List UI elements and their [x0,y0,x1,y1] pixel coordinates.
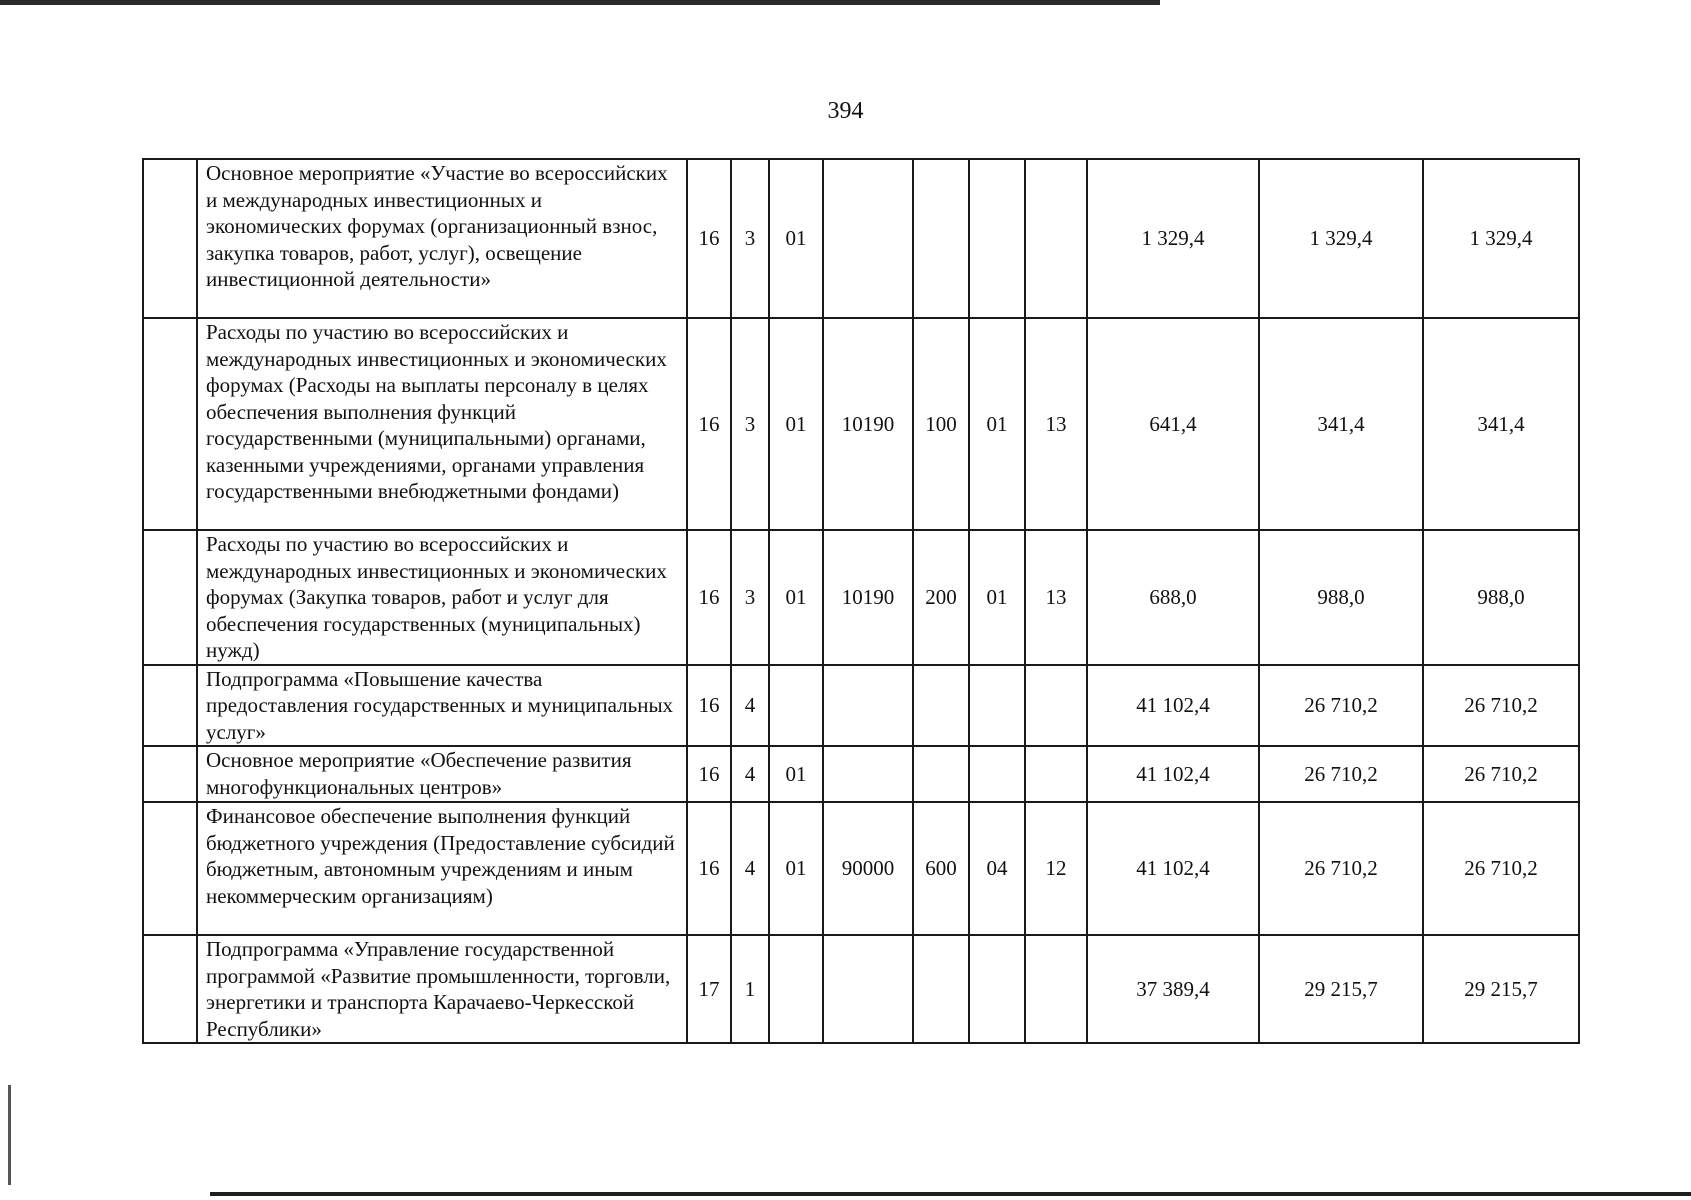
scan-edge-top [0,0,1160,5]
code-cell: 16 [687,318,731,530]
code-cell: 01 [969,318,1025,530]
code-cell: 01 [769,802,823,935]
amount-cell: 26 710,2 [1259,746,1423,802]
budget-table [142,158,1580,1044]
blank-cell [143,746,197,802]
code-cell: 10190 [823,318,913,530]
amount-cell: 26 710,2 [1423,746,1579,802]
code-cell: 16 [687,746,731,802]
amount-cell: 641,4 [1087,318,1259,530]
description-cell: Основное мероприятие «Обеспечение развития многофункциональных центров» [197,746,687,802]
page-number: 394 [827,98,864,124]
table-row [143,802,1579,935]
amount-cell: 26 710,2 [1259,802,1423,935]
blank-cell [143,665,197,747]
description-cell: Финансовое обеспечение выполнения функций бюджетного учреждения (Предоставление субсидий бюджетным, автономным учреждениям и иным некоммерческим организациям) [197,802,687,935]
scan-edge-bottom [210,1192,1691,1196]
code-cell: 16 [687,665,731,747]
code-cell [823,665,913,747]
code-cell [969,665,1025,747]
code-cell [913,665,969,747]
description-cell: Подпрограмма «Управление государственной программой «Развитие промышленности, торговли, энергетики и транспорта Карачаево-Черкесской Республики» [197,935,687,1043]
code-cell: 12 [1025,802,1087,935]
code-cell: 01 [769,318,823,530]
table-row [143,530,1579,665]
code-cell: 16 [687,159,731,318]
code-cell: 16 [687,530,731,665]
code-cell: 100 [913,318,969,530]
amount-cell: 341,4 [1423,318,1579,530]
amount-cell: 37 389,4 [1087,935,1259,1043]
code-cell: 10190 [823,530,913,665]
scan-edge-left-mark [8,1085,11,1185]
code-cell [1025,746,1087,802]
table-row [143,318,1579,530]
code-cell [969,159,1025,318]
code-cell [1025,665,1087,747]
code-cell [1025,159,1087,318]
code-cell: 01 [769,530,823,665]
code-cell [913,159,969,318]
amount-cell: 29 215,7 [1423,935,1579,1043]
amount-cell: 26 710,2 [1259,665,1423,747]
table-row [143,935,1579,1043]
amount-cell: 988,0 [1423,530,1579,665]
blank-cell [143,802,197,935]
amount-cell: 29 215,7 [1259,935,1423,1043]
amount-cell: 1 329,4 [1087,159,1259,318]
code-cell: 3 [731,159,769,318]
blank-cell [143,318,197,530]
code-cell [913,935,969,1043]
code-cell: 200 [913,530,969,665]
description-cell: Подпрограмма «Повышение качества предоставления государственных и муниципальных услуг» [197,665,687,747]
blank-cell [143,159,197,318]
code-cell: 4 [731,802,769,935]
amount-cell: 688,0 [1087,530,1259,665]
code-cell [769,665,823,747]
description-cell: Расходы по участию во всероссийских и международных инвестиционных и экономических форумах (Закупка товаров, работ и услуг для обеспечения государственных (муниципальных) нужд) [197,530,687,665]
description-cell: Основное мероприятие «Участие во всероссийских и международных инвестиционных и экономических форумах (организационный взнос, закупка товаров, работ, услуг), освещение инвестиционной деятельности» [197,159,687,318]
code-cell [969,746,1025,802]
table-row [143,665,1579,747]
amount-cell: 41 102,4 [1087,746,1259,802]
code-cell: 13 [1025,530,1087,665]
code-cell [823,935,913,1043]
amount-cell: 1 329,4 [1259,159,1423,318]
blank-cell [143,935,197,1043]
amount-cell: 1 329,4 [1423,159,1579,318]
code-cell: 4 [731,665,769,747]
code-cell [769,935,823,1043]
amount-cell: 988,0 [1259,530,1423,665]
code-cell [969,935,1025,1043]
table-row [143,159,1579,318]
code-cell [823,159,913,318]
code-cell: 17 [687,935,731,1043]
code-cell: 04 [969,802,1025,935]
code-cell: 1 [731,935,769,1043]
table-row [143,746,1579,802]
code-cell [913,746,969,802]
amount-cell: 26 710,2 [1423,802,1579,935]
amount-cell: 41 102,4 [1087,802,1259,935]
code-cell: 3 [731,530,769,665]
amount-cell: 26 710,2 [1423,665,1579,747]
blank-cell [143,530,197,665]
description-cell: Расходы по участию во всероссийских и международных инвестиционных и экономических форумах (Расходы на выплаты персоналу в целях обеспечения выполнения функций государственными (муниципальными) органами, казенными учреждениями, органами управления государственными внебюджетными фондами) [197,318,687,530]
amount-cell: 341,4 [1259,318,1423,530]
code-cell: 01 [769,746,823,802]
code-cell: 01 [769,159,823,318]
code-cell: 3 [731,318,769,530]
code-cell [823,746,913,802]
code-cell: 16 [687,802,731,935]
code-cell [1025,935,1087,1043]
code-cell: 90000 [823,802,913,935]
amount-cell: 41 102,4 [1087,665,1259,747]
code-cell: 13 [1025,318,1087,530]
code-cell: 01 [969,530,1025,665]
code-cell: 600 [913,802,969,935]
code-cell: 4 [731,746,769,802]
